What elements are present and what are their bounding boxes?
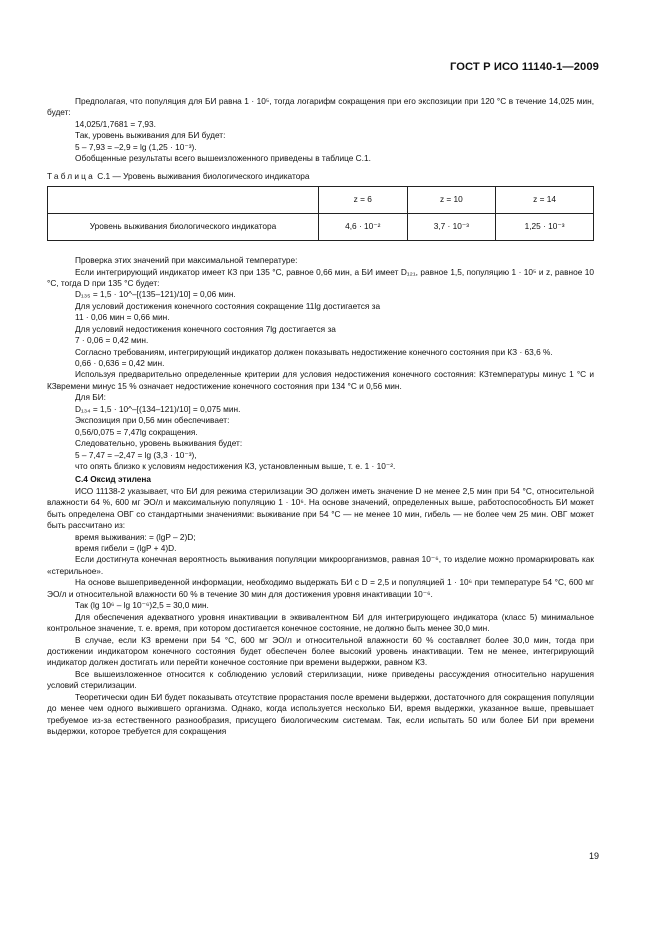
- body-paragraph: 11 · 0,06 мин = 0,66 мин.: [75, 312, 170, 323]
- intro-paragraph-3: Обобщенные результаты всего вышеизложенного приведены в таблице С.1.: [75, 153, 371, 164]
- table-header-z14: z = 14: [496, 187, 594, 214]
- body-paragraph: 0,56/0,075 = 7,47lg сокращения.: [75, 426, 198, 437]
- table-header-z10: z = 10: [407, 187, 496, 214]
- body-paragraph: Для БИ:: [75, 392, 106, 403]
- body-paragraph: Экспозиция при 0,56 мин обеспечивает:: [75, 415, 230, 426]
- document-code: ГОСТ Р ИСО 11140-1—2009: [449, 61, 599, 73]
- body-paragraph: Теоретически один БИ будет показывать отсутствие прорастания после времени выдержки, достаточного для сокращения популяции до менее чем одного выжившего организма. Однако, когда используется несколько БИ, время выдержки, указанное выше, превышает требуемое из-за естественного разнообразия, присущего биологическим системам. Так, если испытать 50 или более БИ при времени выдержки, которое требуется для сокращения: [47, 691, 594, 736]
- body-paragraph: Если достигнута конечная вероятность выживания популяции микроорганизмов, равная 10⁻⁶, то изделие можно промаркировать как «стерильное».: [47, 554, 594, 576]
- body-paragraph: На основе вышеприведенной информации, необходимо выдержать БИ с D = 2,5 и популяцией 1 · 10⁶ при температуре 54 °С, 600 мг ЭО/л и относительной влажности 60 % в течение 30 мин для достижения уровня инактивации 10⁻⁶.: [47, 577, 594, 599]
- body-paragraph: Используя предварительно определенные критерии для условия недостижения конечного состояния: КЗтемпературы минус 1 °С и КЗвремени минус 15 % означает недостижение конечного состояния при 134 °С и 0,56 мин.: [47, 369, 594, 391]
- table-header-z6: z = 6: [319, 187, 408, 214]
- body-paragraph: Согласно требованиям, интегрирующий индикатор должен показывать недостижение конечного состояния при КЗ · 63,6 %.: [75, 346, 553, 357]
- body-paragraph: Так (lg 10⁶ – lg 10⁻⁶)2,5 = 30,0 мин.: [75, 600, 209, 611]
- body-paragraph: D₁₃₅ = 1,5 · 10^–[(135–121)/10] = 0,06 мин.: [75, 289, 236, 300]
- table-header-empty: [48, 187, 319, 214]
- table-caption-label: Таблица: [47, 170, 95, 181]
- table-header-row: [48, 187, 594, 214]
- table-cell: 1,25 · 10⁻³: [496, 214, 594, 241]
- intro-formula-2: 5 – 7,93 = –2,9 = lg (1,25 · 10⁻³).: [75, 141, 197, 152]
- table-row: [48, 214, 594, 241]
- body-paragraph: Для условий достижения конечного состояния сокращение 11lg достигается за: [75, 300, 381, 311]
- body-paragraph: Если интегрирующий индикатор имеет КЗ при 135 °С, равное 0,66 мин, а БИ имеет D₁₂₁, равное 1,5, популяцию 1 · 10⁵ и z, равное 10 °С, тогда D при 135 °С будет:: [47, 266, 594, 288]
- body-paragraph: 0,66 · 0,636 = 0,42 мин.: [75, 358, 165, 368]
- page-number: 19: [588, 851, 599, 861]
- body-paragraph: Проверка этих значений при максимальной температуре:: [75, 255, 298, 266]
- intro-paragraph-1: Предполагая, что популяция для БИ равна 1 · 10⁵, тогда логарифм сокращения при его экспозиции при 120 °С в течение 14,025 мин, будет:: [47, 96, 594, 118]
- body-paragraph: Для обеспечения адекватного уровня инактивации в эквивалентном БИ для интегрирующего индикатора (класс 5) минимальное контрольное значение, т. е. время, при котором достигается конечное состояние, не должно быть менее 30,0 мин.: [47, 611, 594, 634]
- body-paragraph: Следовательно, уровень выживания будет:: [75, 438, 243, 449]
- body-paragraph: 7 · 0,06 = 0,42 мин.: [75, 335, 149, 346]
- body-paragraph: Все вышеизложенное относится к соблюдению условий стерилизации, ниже приведены рассуждения относительно нарушения условий стерилизации.: [47, 668, 594, 691]
- intro-paragraph-2: Так, уровень выживания для БИ будет:: [75, 130, 226, 141]
- table-row-label: Уровень выживания биологического индикатора: [48, 214, 319, 241]
- table-cell: 3,7 · 10⁻³: [407, 214, 496, 241]
- body-paragraph: Для условий недостижения конечного состояния 7lg достигается за: [75, 323, 336, 334]
- body-paragraph: что опять близко к условиям недостижения КЗ, установленным выше, т. е. 1 · 10⁻².: [75, 460, 396, 471]
- table-caption: [47, 171, 594, 182]
- intro-formula-1: 14,025/1,7681 = 7,93.: [75, 118, 156, 129]
- body-paragraph: время гибели = (lgP + 4)D.: [75, 543, 177, 553]
- body-paragraph: D₁₃₄ = 1,5 · 10^–[(134–121)/10] = 0,075 мин.: [75, 403, 241, 414]
- body-text: [47, 255, 594, 737]
- body-paragraph: В случае, если КЗ времени при 54 °С, 600 мг ЭО/л и относительной влажности 60 % составляет более 30,0 мин, тогда при достижении индикатором конечного состояния будет обеспечен более высокий уровень инактивации. Тем не менее, интегрирующий индикатор должен достигать или перейти конечное состояние при времени выдержки, равном КЗ.: [47, 634, 594, 668]
- table-caption-text: С.1 — Уровень выживания биологического индикатора: [97, 170, 310, 181]
- section-heading: С.4 Оксид этилена: [75, 474, 152, 485]
- body-paragraph: ИСО 11138-2 указывает, что БИ для режима стерилизации ЭО должен иметь значение D не менее 2,5 мин при 54 °С, относительной влажности 64 %, 600 мг ЭО/л и максимальную популяцию 1 · 10⁶. На основе значений, определенных выше, работоспособность БИ может быть определена ОВГ со стандартными значениями: выживание при 54 °С — не менее 10 мин, гибель — не более чем 25 мин. ОВГ может быть рассчитано из:: [47, 485, 594, 531]
- body-paragraph: время выживания: = (lgP – 2)D;: [75, 531, 196, 542]
- page-content: [47, 96, 594, 737]
- survival-table: [47, 186, 594, 241]
- table-cell: 4,6 · 10⁻²: [319, 214, 408, 241]
- body-paragraph: 5 – 7,47 = –2,47 = lg (3,3 · 10⁻³),: [75, 449, 197, 460]
